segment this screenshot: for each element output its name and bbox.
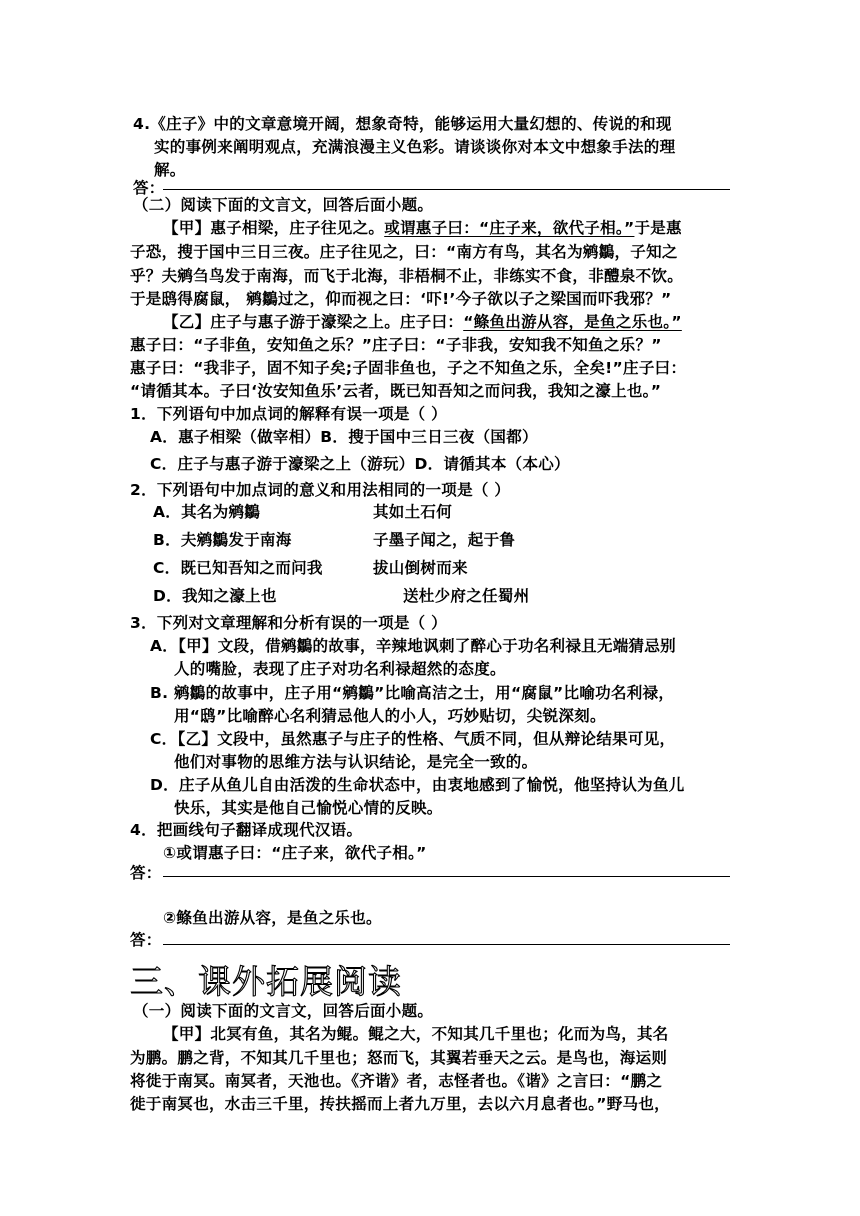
- question-2-option-a-left: A．其名为鹓鶵: [153, 503, 261, 521]
- passage-jia-line-1: 【甲】惠子相梁，庄子往见之。或谓惠子曰：“庄子来，欲代子相。”于是惠: [163, 219, 682, 237]
- passage-yi-line-3: 惠子曰：“我非子，固不知子矣;子固非鱼也，子之不知鱼之乐，全矣!”庄子曰：: [130, 359, 687, 377]
- q4-top-line-1: 4.《庄子》中的文章意境开阔，想象奇特，能够运用大量幻想的、传说的和现: [133, 115, 672, 133]
- section-3-subtitle: （一）阅读下面的文言文，回答后面小题。: [133, 1002, 434, 1020]
- question-3-option-d-line-2: 快乐，其实是他自己愉悦心情的反映。: [174, 799, 443, 817]
- question-3-option-c-line-2: 他们对事物的思维方法与认识结论，是完全一致的。: [174, 753, 538, 771]
- question-2-option-c-left: C．既已知吾知之而问我: [153, 559, 323, 577]
- answer-line: [163, 876, 730, 877]
- question-3: 3．下列对文章理解和分析有误的一项是（ ）: [130, 614, 447, 632]
- question-2-option-d-left: D．我知之濠上也: [153, 587, 277, 605]
- question-4: 4．把画线句子翻译成现代汉语。: [130, 821, 363, 839]
- question-3-option-b-line-1: B. 鹓鶵的故事中，庄子用“鹓鶵”比喻高洁之士，用“腐鼠”比喻功名利禄，: [150, 684, 675, 702]
- passage-3-line-1: 【甲】北冥有鱼，其名为鲲。鲲之大，不知其几千里也；化而为鸟，其名: [163, 1025, 669, 1043]
- passage-3-line-4: 徙于南冥也，水击三千里，抟扶摇而上者九万里，去以六月息者也。”野马也，: [130, 1095, 670, 1113]
- underlined-sentence-1: 或谓惠子曰：“庄子来，欲代子相。”: [384, 219, 635, 237]
- question-3-option-d-line-1: D．庄子从鱼儿自由活泼的生命状态中，由衷地感到了愉悦，他坚持认为鱼儿: [150, 776, 685, 794]
- underlined-sentence-2: “鲦鱼出游从容，是鱼之乐也。”: [463, 313, 682, 331]
- question-4-item-2: ②鲦鱼出游从容，是鱼之乐也。: [163, 909, 382, 927]
- question-3-option-b-line-2: 用“鸱”比喻醉心名利猜忌他人的小人，巧妙贴切，尖锐深刻。: [174, 707, 606, 725]
- answer-line: [163, 189, 730, 190]
- q4-answer-label: 答：: [133, 179, 165, 197]
- question-2-option-b-right: 子墨子闻之，起于鲁: [373, 531, 516, 549]
- passage-yi-line-1: 【乙】庄子与惠子游于濠梁之上。庄子曰：“鲦鱼出游从容，是鱼之乐也。”: [163, 313, 682, 331]
- passage-jia-line-4: 于是鸱得腐鼠， 鹓鶵过之，仰而视之曰：‘吓!’今子欲以子之梁国而吓我邪？”: [130, 290, 672, 308]
- question-3-option-c-line-1: C．【乙】文段中，虽然惠子与庄子的性格、气质不同，但从辩论结果可见，: [150, 730, 676, 748]
- question-1-options-cd: C．庄子与惠子游于濠梁之上（游玩）D．请循其本（本心）: [150, 455, 570, 473]
- question-1-options-ab: A．惠子相梁（做宰相）B．搜于国中三日三夜（国都）: [150, 428, 538, 446]
- passage-yi-line-4: “请循其本。子曰‘汝安知鱼乐’云者，既已知吾知之而问我，我知之濠上也。”: [130, 382, 662, 400]
- question-4-item-1-answer-label: 答：: [130, 864, 162, 882]
- q4-top-line-2: 实的事例来阐明观点，充满浪漫主义色彩。请谈谈你对本文中想象手法的理: [154, 138, 676, 156]
- question-2: 2．下列语句中加点词的意义和用法相同的一项是（ ）: [130, 481, 511, 499]
- passage-jia-line-2: 子恐，搜于国中三日三夜。庄子往见之，曰：“南方有鸟，其名为鹓鶵，子知之: [130, 243, 678, 261]
- q4-top-line-3: 解。: [154, 161, 186, 179]
- question-4-item-1: ①或谓惠子曰：“庄子来，欲代子相。”: [163, 844, 427, 862]
- question-4-item-2-answer-label: 答：: [130, 931, 162, 949]
- question-3-option-a-line-1: A．【甲】文段，借鹓鶵的故事，辛辣地讽刺了醉心于功名利禄且无端猜忌别: [150, 637, 676, 655]
- passage-yi-line-2: 惠子曰：“子非鱼，安知鱼之乐？”庄子曰：“子非我，安知我不知鱼之乐？”: [130, 336, 662, 354]
- question-2-option-c-right: 拔山倒树而来: [373, 559, 468, 577]
- section-3-heading: 三、课外拓展阅读: [130, 962, 402, 1001]
- passage-3-line-3: 将徙于南冥。南冥者，天池也。《齐谐》者，志怪者也。《谐》之言曰：“鹏之: [130, 1072, 663, 1090]
- question-3-option-a-line-2: 人的嘴脸，表现了庄子对功名利禄超然的态度。: [174, 660, 506, 678]
- answer-line: [163, 944, 730, 945]
- question-2-option-b-left: B．夫鹓鶵发于南海: [153, 531, 292, 549]
- question-2-option-a-right: 其如土石何: [373, 503, 453, 521]
- section-2-title: （二）阅读下面的文言文，回答后面小题。: [133, 196, 434, 214]
- passage-jia-line-3: 乎？夫鹓刍鸟发于南海，而飞于北海，非梧桐不止，非练实不食，非醴泉不饮。: [130, 267, 684, 285]
- question-2-option-d-right: 送杜少府之任蜀州: [403, 587, 530, 605]
- question-1: 1．下列语句中加点词的解释有误一项是（ ）: [130, 405, 447, 423]
- passage-3-line-2: 为鹏。鹏之背，不知其几千里也；怒而飞，其翼若垂天之云。是鸟也，海运则: [130, 1049, 668, 1067]
